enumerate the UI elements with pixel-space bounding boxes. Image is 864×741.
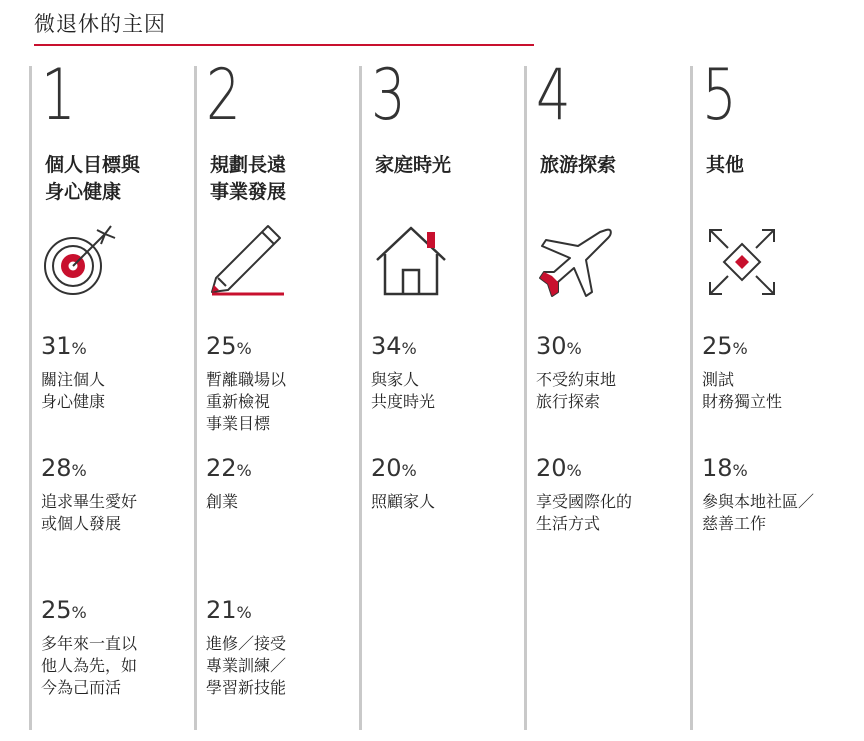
stat-unit: %: [236, 603, 252, 622]
category-heading-line: 身心健康: [45, 181, 122, 203]
stat-percentage: [41, 596, 191, 627]
column-divider: [29, 66, 32, 730]
airplane-icon: [536, 222, 616, 302]
stat-label: [41, 491, 191, 535]
stat-label-line: 專業訓練／: [206, 656, 287, 675]
stat-percentage: [536, 332, 686, 363]
stat-percentage: [702, 332, 852, 363]
stat-label-line: 或個人發展: [41, 514, 122, 533]
category-heading: [706, 152, 846, 179]
category-heading: [210, 152, 350, 206]
stat-percentage: [206, 332, 356, 363]
stat-item: [41, 596, 191, 699]
target-icon: [41, 222, 121, 302]
stat-value: 20: [536, 454, 567, 482]
stat-label: [206, 633, 356, 699]
stat-percentage: [371, 332, 521, 363]
category-number: 3: [371, 54, 406, 136]
stat-label: [371, 369, 521, 413]
stat-percentage: [206, 596, 356, 627]
stat-unit: %: [401, 461, 417, 480]
stat-item: [206, 454, 356, 513]
stat-label-line: 暫離職場以: [206, 370, 287, 389]
stat-label: [371, 491, 521, 513]
stat-label-line: 照顧家人: [371, 492, 436, 511]
stat-item: [702, 332, 852, 413]
column-divider: [359, 66, 362, 730]
stat-label-line: 慈善工作: [702, 514, 767, 533]
category-heading-line: 旅游探索: [540, 154, 617, 176]
stat-percentage: [206, 454, 356, 485]
stat-item: [702, 454, 852, 535]
stat-label-line: 關注個人: [41, 370, 106, 389]
stat-label-line: 共度時光: [371, 392, 436, 411]
stat-label: [536, 491, 686, 535]
stat-label-line: 與家人: [371, 370, 420, 389]
stat-label: [702, 369, 852, 413]
stat-unit: %: [236, 339, 252, 358]
stat-value: 25: [702, 332, 733, 360]
stat-item: [536, 332, 686, 413]
stat-label-line: 享受國際化的: [536, 492, 633, 511]
stat-label: [206, 369, 356, 435]
category-number: 5: [702, 54, 737, 136]
category-number: 1: [41, 54, 76, 136]
stat-value: 22: [206, 454, 237, 482]
reason-column-4: [524, 54, 690, 730]
stat-item: [206, 596, 356, 699]
stat-value: 21: [206, 596, 237, 624]
stat-value: 25: [41, 596, 72, 624]
stat-label-line: 參與本地社區／: [702, 492, 815, 511]
stat-percentage: [41, 454, 191, 485]
stat-unit: %: [566, 339, 582, 358]
stat-item: [206, 332, 356, 435]
stat-percentage: [702, 454, 852, 485]
stat-unit: %: [732, 461, 748, 480]
column-divider: [524, 66, 527, 730]
stat-value: 31: [41, 332, 72, 360]
stat-unit: %: [71, 339, 87, 358]
category-heading-line: 其他: [706, 154, 745, 176]
reason-column-3: [359, 54, 525, 730]
stat-item: [371, 332, 521, 413]
stat-unit: %: [236, 461, 252, 480]
stat-value: 20: [371, 454, 402, 482]
category-heading-line: 事業發展: [210, 181, 287, 203]
title-underline: [34, 44, 534, 46]
stat-label-line: 重新檢視: [206, 392, 271, 411]
stat-percentage: [371, 454, 521, 485]
page-title: 微退休的主因: [34, 12, 166, 36]
pencil-icon: [206, 222, 286, 302]
category-heading: [45, 152, 185, 206]
category-heading: [540, 152, 680, 179]
category-heading-line: 家庭時光: [375, 154, 452, 176]
stat-label-line: 身心健康: [41, 392, 106, 411]
stat-label-line: 進修／接受: [206, 634, 287, 653]
stat-label-line: 學習新技能: [206, 678, 287, 697]
stat-label: [206, 491, 356, 513]
stat-value: 28: [41, 454, 72, 482]
column-divider: [690, 66, 693, 730]
stat-label-line: 追求畢生愛好: [41, 492, 138, 511]
reason-column-1: [29, 54, 195, 730]
stat-unit: %: [71, 603, 87, 622]
stat-value: 34: [371, 332, 402, 360]
stat-label-line: 旅行探索: [536, 392, 601, 411]
stat-label-line: 財務獨立性: [702, 392, 783, 411]
stat-percentage: [41, 332, 191, 363]
stat-label: [41, 369, 191, 413]
stat-unit: %: [71, 461, 87, 480]
stat-label-line: 多年來一直以: [41, 634, 138, 653]
stat-label-line: 生活方式: [536, 514, 601, 533]
stat-label: [702, 491, 852, 535]
stat-item: [41, 332, 191, 413]
stat-label-line: 今為己而活: [41, 678, 122, 697]
stat-label-line: 事業目標: [206, 414, 271, 433]
stat-item: [371, 454, 521, 513]
stat-unit: %: [566, 461, 582, 480]
stat-unit: %: [732, 339, 748, 358]
stat-value: 25: [206, 332, 237, 360]
stat-percentage: [536, 454, 686, 485]
stat-label-line: 測試: [702, 370, 735, 389]
stat-label-line: 他人為先，如: [41, 656, 138, 675]
expand-arrows-icon: [702, 222, 782, 302]
reason-column-2: [194, 54, 360, 730]
stat-value: 30: [536, 332, 567, 360]
stat-value: 18: [702, 454, 733, 482]
stat-label: [41, 633, 191, 699]
category-number: 4: [536, 54, 571, 136]
stat-item: [536, 454, 686, 535]
stat-label-line: 創業: [206, 492, 239, 511]
column-divider: [194, 66, 197, 730]
category-heading-line: 個人目標與: [45, 154, 141, 176]
reason-column-5: [690, 54, 856, 730]
house-icon: [371, 222, 451, 302]
category-heading-line: 規劃長遠: [210, 154, 287, 176]
category-heading: [375, 152, 515, 179]
stat-unit: %: [401, 339, 417, 358]
stat-label: [536, 369, 686, 413]
stat-item: [41, 454, 191, 535]
stat-label-line: 不受約束地: [536, 370, 617, 389]
category-number: 2: [206, 54, 241, 136]
